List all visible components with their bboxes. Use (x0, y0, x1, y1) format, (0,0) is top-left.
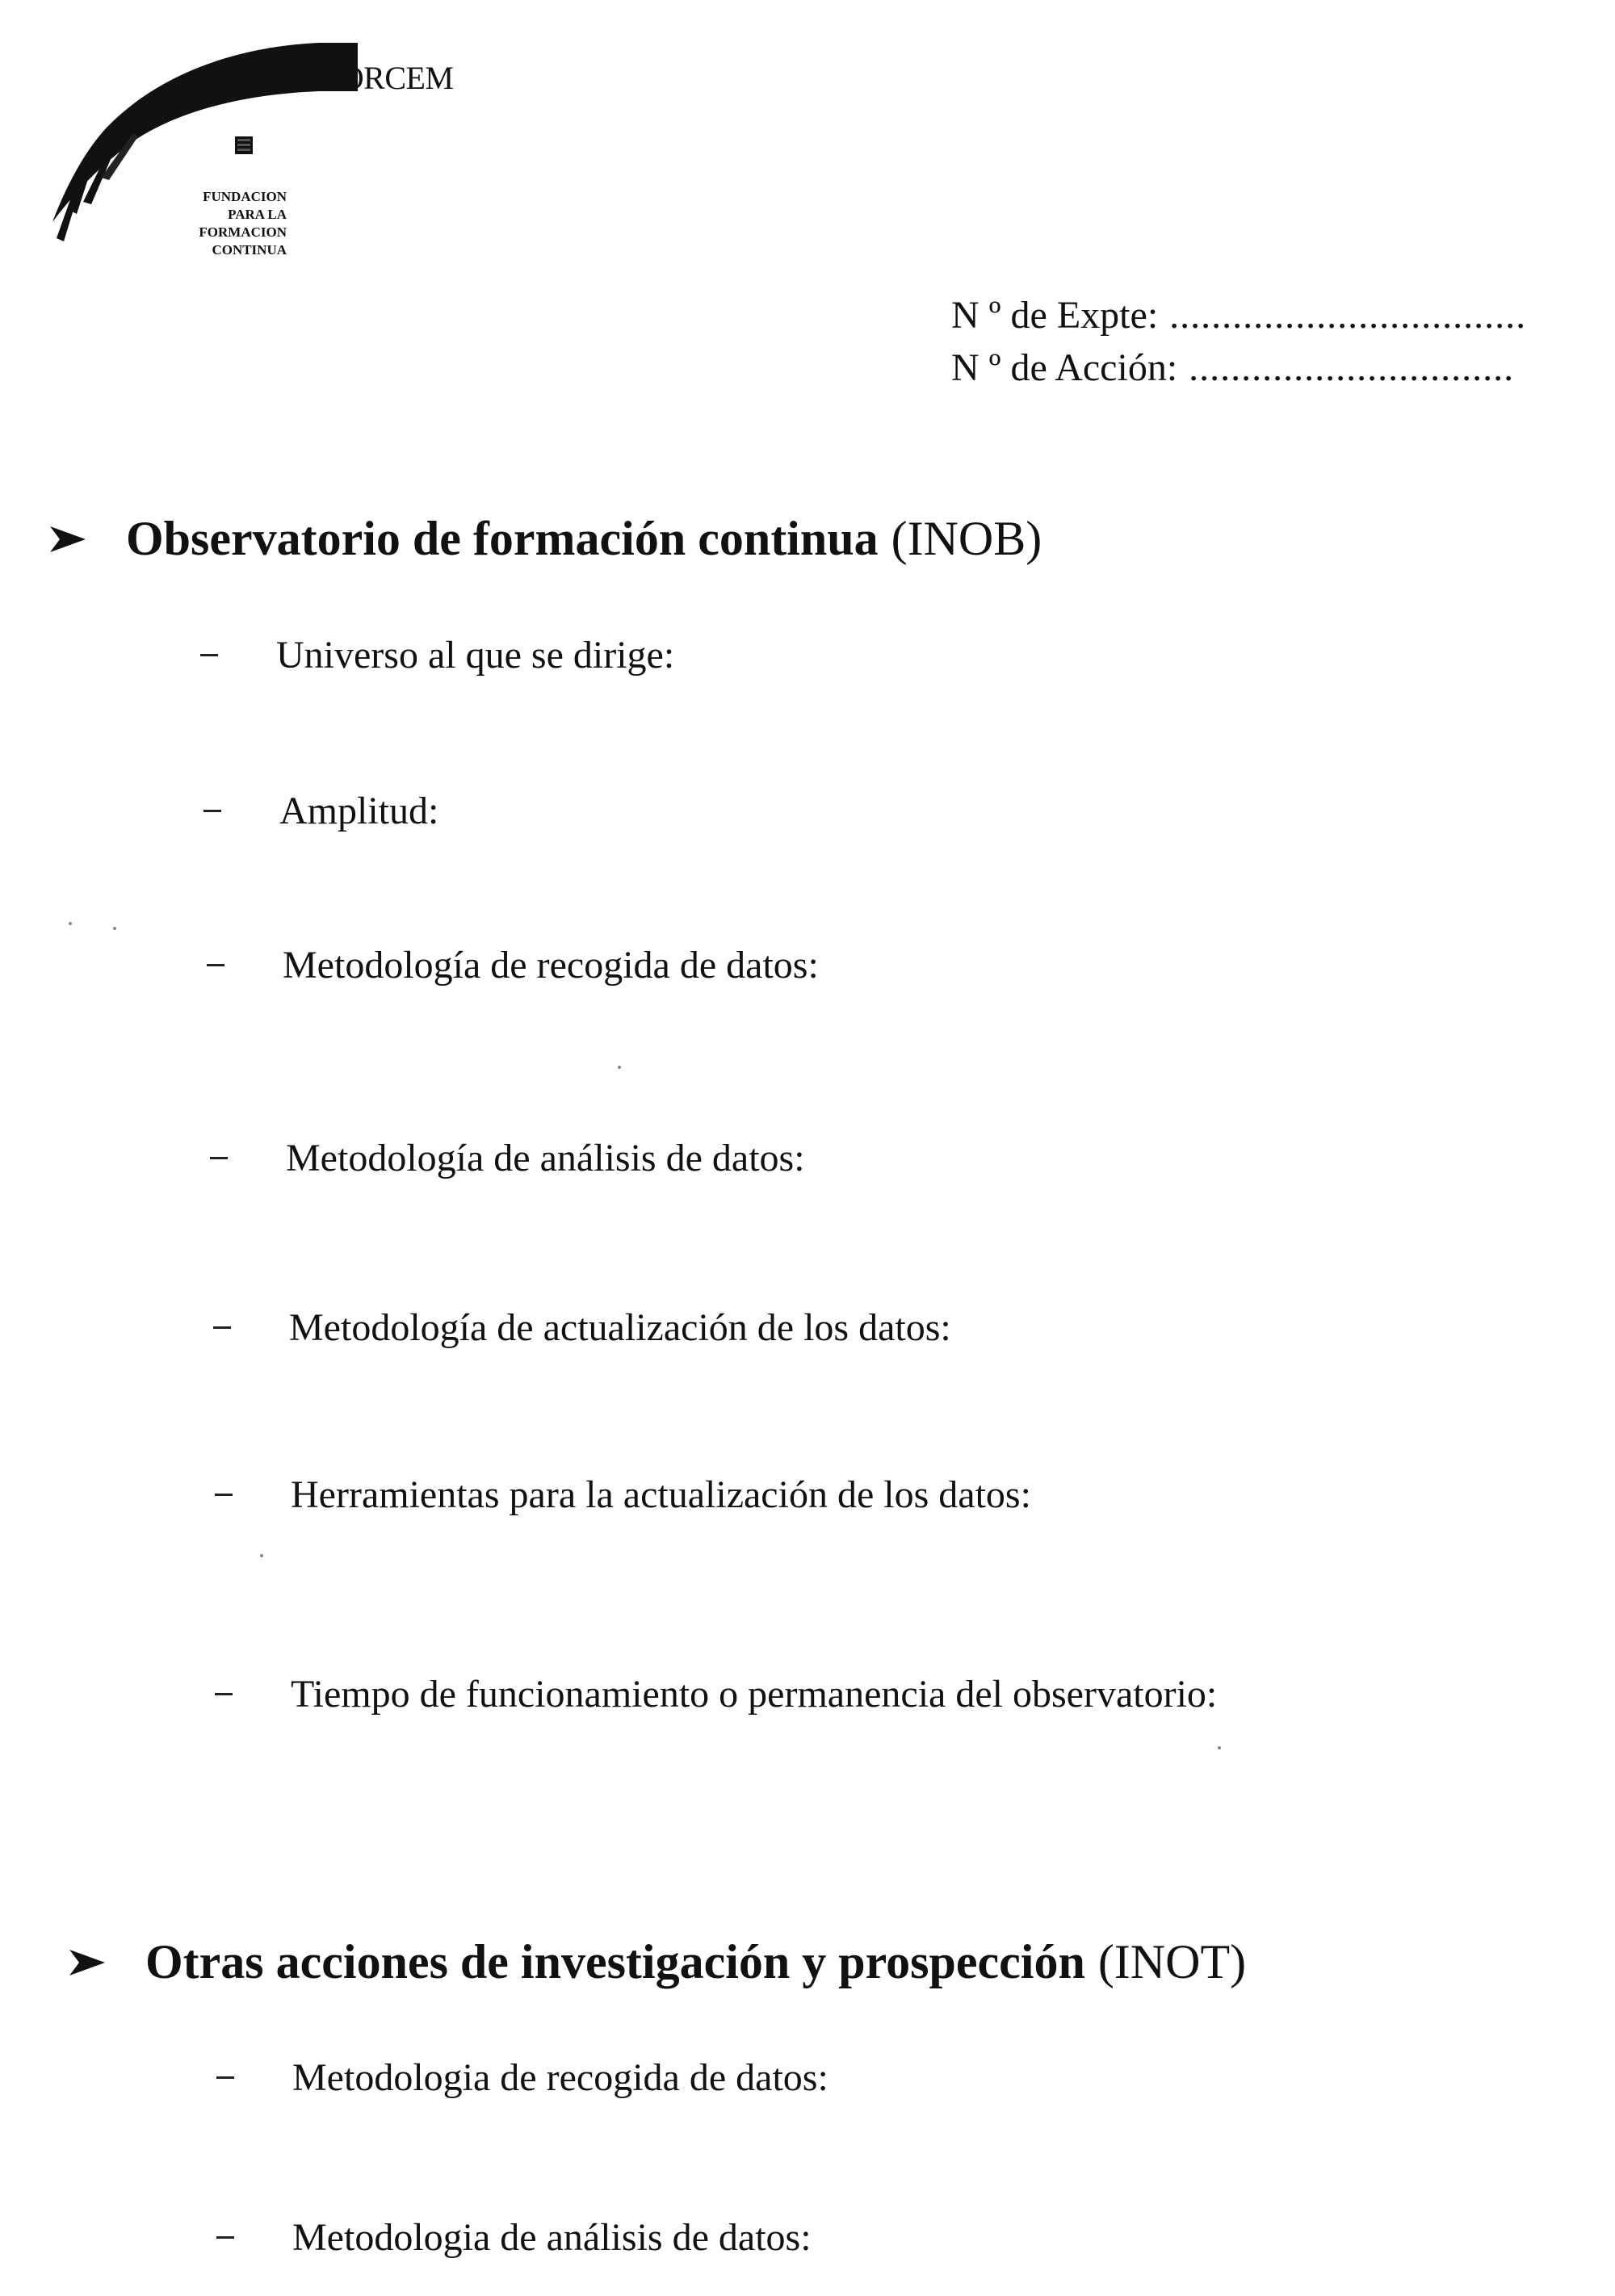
scan-speck (618, 1066, 621, 1069)
dash-bullet-icon (200, 654, 218, 656)
arrowhead-bullet-icon (68, 1946, 107, 1979)
arrowhead-bullet-icon (48, 523, 87, 555)
accion-label: N º de Acción: (951, 346, 1178, 389)
dash-bullet-icon (215, 1693, 233, 1695)
forcem-logo (44, 36, 497, 295)
list-item-label: Metodología de recogida de datos: (283, 944, 819, 987)
logo-subtitle-line: CONTINUA (212, 242, 287, 258)
section-title: Observatorio de formación continua (126, 512, 879, 565)
logo-subtitle-line: PARA LA (228, 207, 287, 222)
list-item (216, 2055, 828, 2100)
section-heading-inob (48, 511, 1042, 567)
list-item (213, 1305, 951, 1350)
dash-bullet-icon (207, 964, 224, 966)
list-item-label: Metodología de actualización de los datos: (289, 1306, 951, 1349)
dash-bullet-icon (213, 1326, 231, 1329)
list-item (215, 1672, 1217, 1716)
scan-speck (113, 927, 116, 930)
list-item-label: Amplitud: (279, 790, 439, 832)
list-item-label: Universo al que se dirige: (276, 634, 675, 677)
list-item-label: Metodologia de análisis de datos: (292, 2216, 812, 2259)
section-heading-inot (68, 1934, 1246, 1990)
expediente-label: N º de Expte: (951, 294, 1159, 337)
dash-bullet-icon (203, 810, 221, 812)
dash-bullet-icon (216, 2076, 234, 2079)
list-item (210, 1136, 805, 1180)
scan-speck (260, 1554, 263, 1557)
accion-field (951, 346, 1514, 390)
logo-subtitle (125, 188, 287, 259)
dash-bullet-icon (210, 1157, 228, 1159)
scan-speck (1218, 1746, 1221, 1749)
expediente-value[interactable]: .................................. (1169, 294, 1527, 337)
accion-value[interactable]: ............................... (1189, 346, 1515, 389)
logo-subtitle-line: FORMACION (199, 224, 287, 240)
section-code: (INOB) (891, 512, 1042, 565)
scan-speck (69, 922, 72, 925)
expediente-field (951, 293, 1526, 337)
list-item (203, 789, 438, 833)
section-code: (INOT) (1097, 1935, 1247, 1988)
list-item (215, 1473, 1031, 1517)
dash-bullet-icon (216, 2236, 234, 2239)
section-title: Otras acciones de investigación y prospección (145, 1935, 1085, 1988)
list-item (200, 633, 674, 677)
list-item (216, 2215, 812, 2260)
logo-subtitle-line: FUNDACION (203, 189, 287, 204)
list-item-label: Metodología de análisis de datos: (286, 1137, 805, 1179)
list-item-label: Herramientas para la actualización de los datos: (291, 1473, 1031, 1516)
logo-name: FORCEM (323, 60, 454, 96)
list-item-label: Metodologia de recogida de datos: (292, 2056, 828, 2099)
list-item-label: Tiempo de funcionamiento o permanencia del observatorio: (291, 1673, 1218, 1716)
list-item (207, 943, 819, 987)
dash-bullet-icon (215, 1494, 233, 1496)
